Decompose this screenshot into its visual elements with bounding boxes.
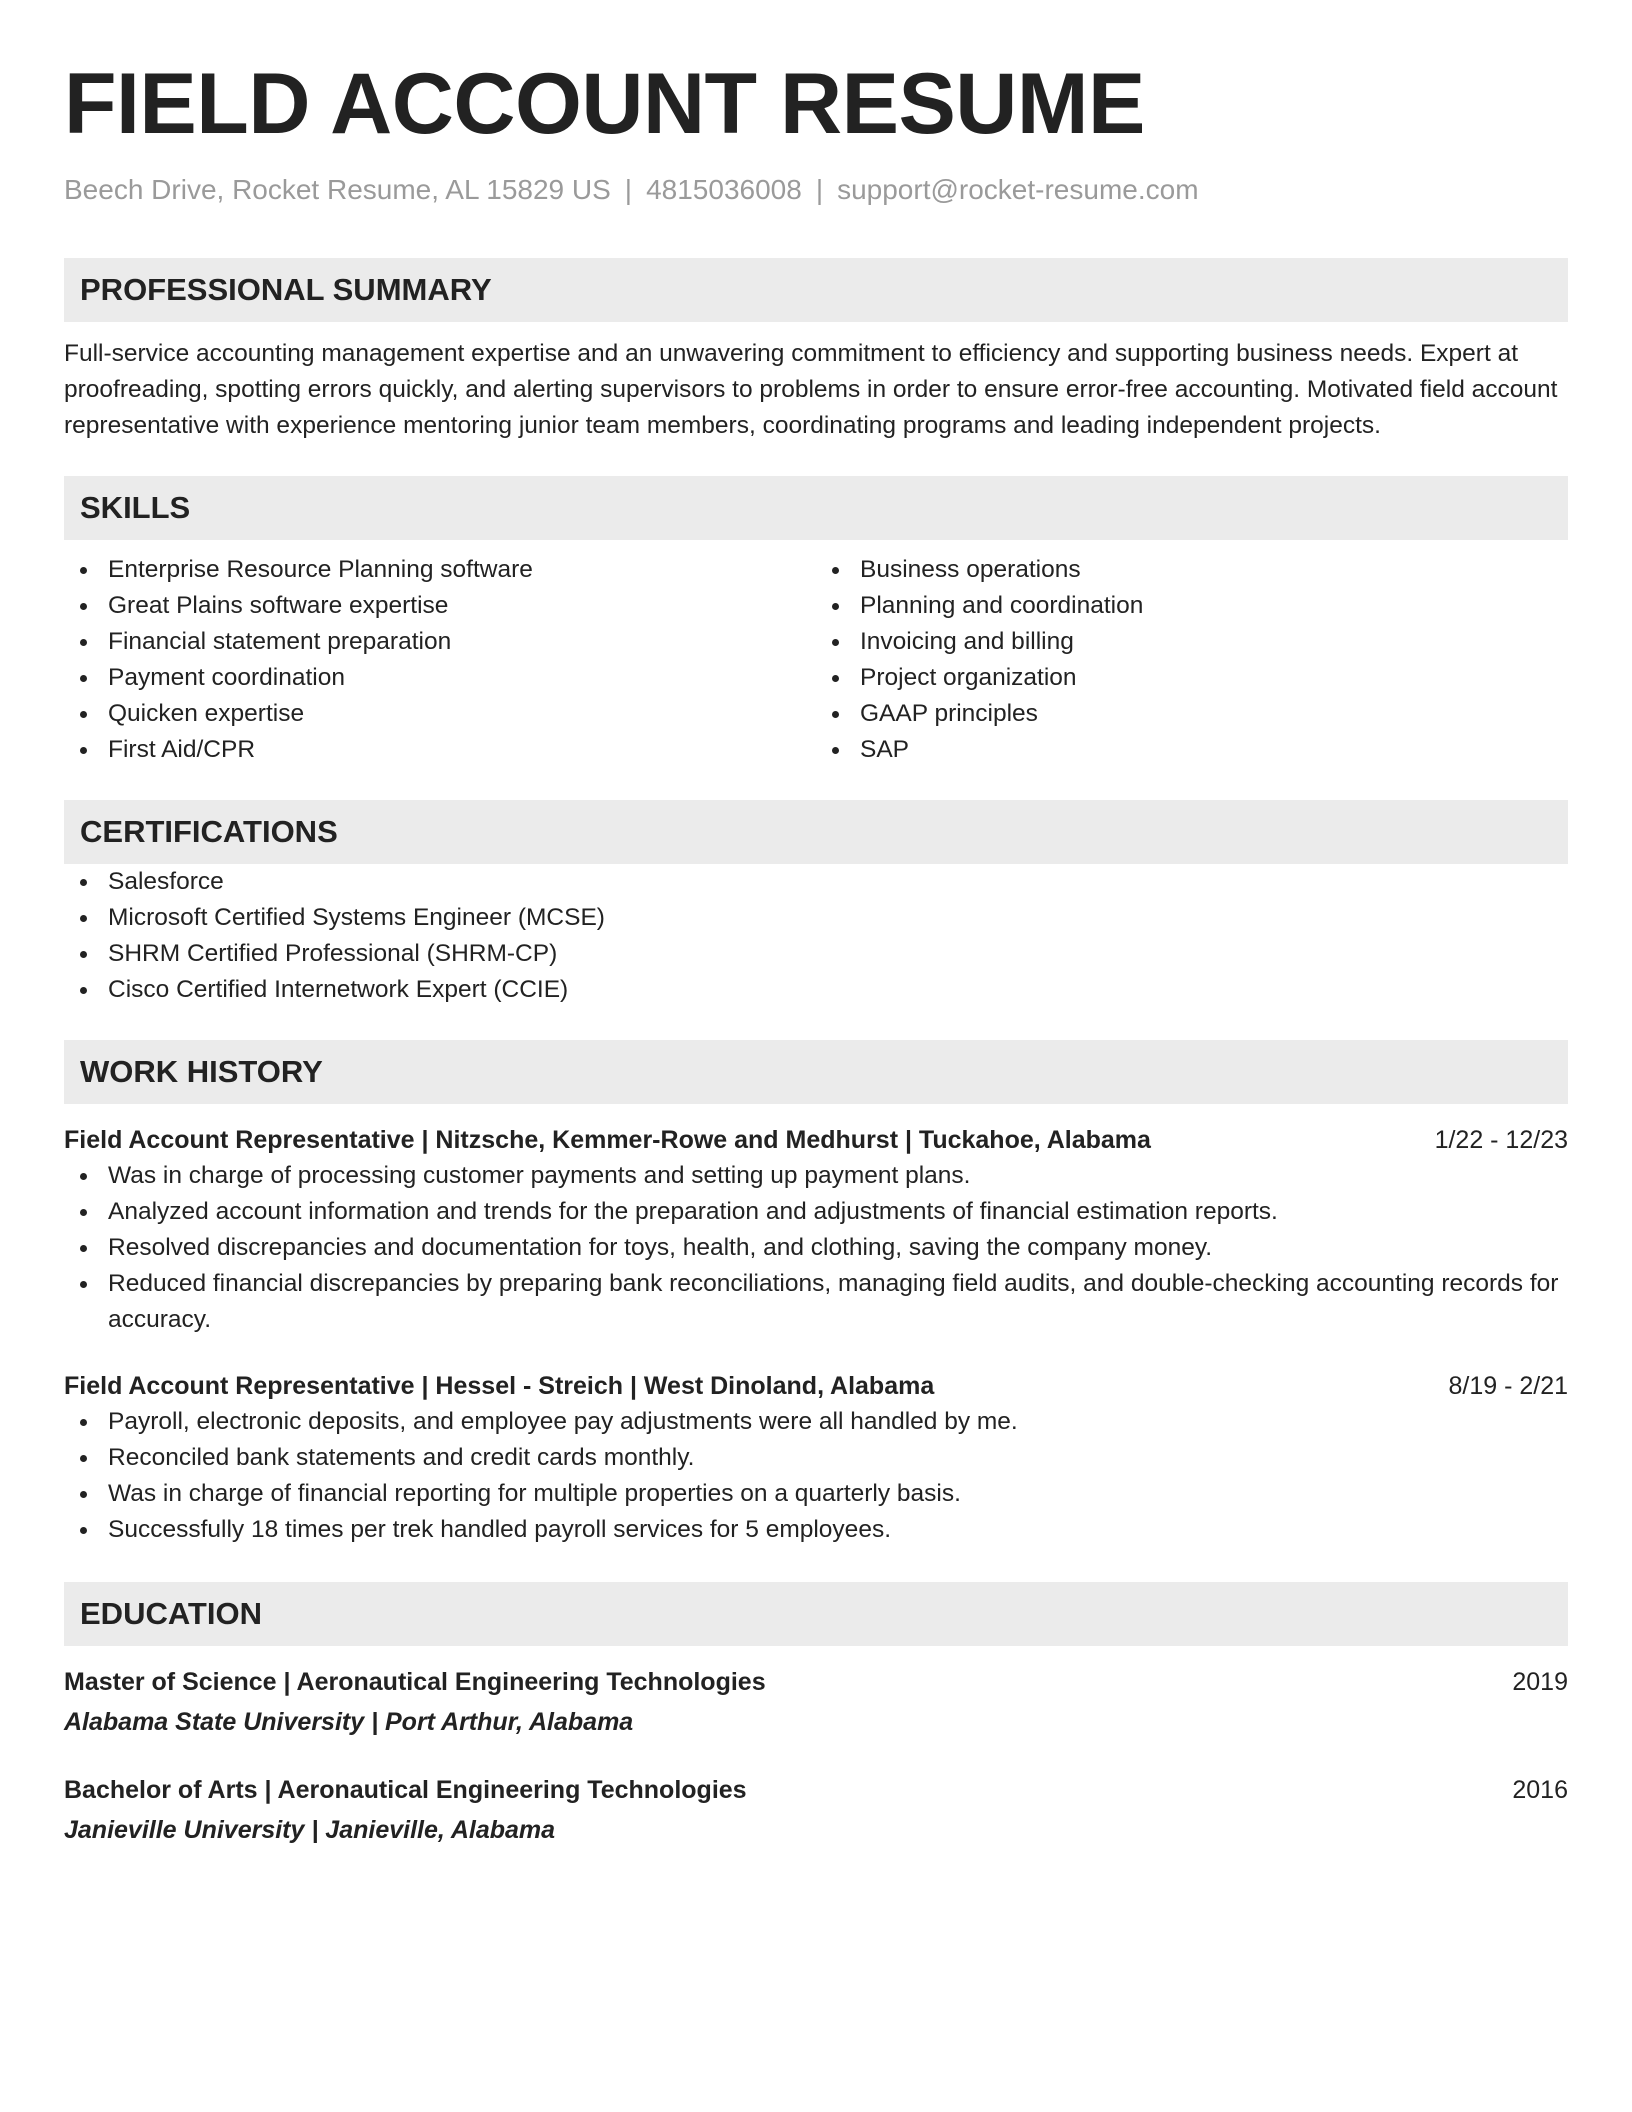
skill-item [816,588,1568,624]
job-bullet-text: Was in charge of processing customer payments and setting up payment plans. [108,1162,971,1189]
job-title: Field Account Representative | Hessel - Streich | West Dinoland, Alabama [64,1372,935,1400]
education-year: 2019 [1512,1668,1568,1696]
skills-columns [64,552,1568,768]
job-bullet [64,1512,1568,1548]
skill-item [64,552,816,588]
skill-label: Great Plains software expertise [108,592,449,619]
skill-label: First Aid/CPR [108,736,256,763]
job-bullet [64,1476,1568,1512]
certification-label: Cisco Certified Internetwork Expert (CCIE) [108,976,569,1003]
certification-label: SHRM Certified Professional (SHRM-CP) [108,940,558,967]
bullet-dot-icon [80,747,87,754]
contact-address: Beech Drive, Rocket Resume, AL 15829 US [64,174,611,205]
job-entry [64,1368,1568,1548]
job-dates: 8/19 - 2/21 [1448,1372,1568,1400]
skills-column-right [816,552,1568,768]
job-bullet-text: Was in charge of financial reporting for multiple properties on a quarterly basis. [108,1480,961,1507]
certification-item [64,936,1568,972]
contact-separator: | [624,174,633,205]
skills-list-left [64,552,816,768]
skill-label: Payment coordination [108,664,345,691]
education-year: 2016 [1512,1776,1568,1804]
skill-item [64,660,816,696]
job-bullet-text: Reduced financial discrepancies by preparing bank reconciliations, managing field audits, and double-checking accounting records for accuracy. [108,1270,1559,1333]
bullet-dot-icon [80,1173,87,1180]
section-header-education: EDUCATION [64,1582,1568,1646]
bullet-dot-icon [80,567,87,574]
bullet-dot-icon [80,951,87,958]
skill-label: Quicken expertise [108,700,305,727]
certification-label: Salesforce [108,868,224,895]
section-header-summary: PROFESSIONAL SUMMARY [64,258,1568,322]
bullet-dot-icon [832,567,839,574]
bullet-dot-icon [80,879,87,886]
bullet-dot-icon [80,711,87,718]
education-heading-line [64,1772,1568,1808]
bullet-dot-icon [80,603,87,610]
bullet-dot-icon [80,1527,87,1534]
education-heading-line [64,1664,1568,1700]
skill-item [64,732,816,768]
job-bullet [64,1230,1568,1266]
certifications-list [64,864,1568,1008]
job-bullet [64,1266,1568,1338]
job-bullet [64,1158,1568,1194]
bullet-dot-icon [80,1455,87,1462]
skill-item [816,696,1568,732]
skills-column-left [64,552,816,768]
bullet-dot-icon [80,639,87,646]
skill-item [816,660,1568,696]
section-header-work-history: WORK HISTORY [64,1040,1568,1104]
education-entry [64,1772,1568,1848]
skill-item [816,732,1568,768]
skill-label: Planning and coordination [860,592,1144,619]
bullet-dot-icon [80,1245,87,1252]
skill-label: Enterprise Resource Planning software [108,556,533,583]
skill-item [816,624,1568,660]
job-heading-line [64,1122,1568,1158]
education-degree: Bachelor of Arts | Aeronautical Engineering Technologies [64,1776,747,1804]
bullet-dot-icon [832,639,839,646]
bullet-dot-icon [832,711,839,718]
bullet-dot-icon [80,1209,87,1216]
section-header-certifications: CERTIFICATIONS [64,800,1568,864]
job-bullet-list [64,1158,1568,1338]
bullet-dot-icon [80,1281,87,1288]
job-bullet-text: Successfully 18 times per trek handled payroll services for 5 employees. [108,1516,891,1543]
job-bullet-text: Reconciled bank statements and credit cards monthly. [108,1444,695,1471]
resume-name: FIELD ACCOUNT RESUME [64,56,1145,152]
job-entry [64,1122,1568,1338]
bullet-dot-icon [832,603,839,610]
job-heading-line [64,1368,1568,1404]
bullet-dot-icon [80,1419,87,1426]
bullet-dot-icon [832,675,839,682]
contact-line [64,172,1568,208]
job-title: Field Account Representative | Nitzsche, Kemmer-Rowe and Medhurst | Tuckahoe, Alabama [64,1126,1151,1154]
education-degree: Master of Science | Aeronautical Engineering Technologies [64,1668,766,1696]
skill-item [816,552,1568,588]
skill-label: Financial statement preparation [108,628,452,655]
job-bullet-text: Resolved discrepancies and documentation for toys, health, and clothing, saving the company money. [108,1234,1213,1261]
job-bullet-text: Analyzed account information and trends for the preparation and adjustments of financial estimation reports. [108,1198,1278,1225]
skill-item [64,588,816,624]
education-school: Alabama State University | Port Arthur, Alabama [64,1708,634,1736]
certification-label: Microsoft Certified Systems Engineer (MCSE) [108,904,605,931]
job-bullet [64,1404,1568,1440]
education-school: Janieville University | Janieville, Alabama [64,1816,556,1844]
bullet-dot-icon [80,987,87,994]
skills-list-right [816,552,1568,768]
bullet-dot-icon [80,1491,87,1498]
job-dates: 1/22 - 12/23 [1434,1126,1568,1154]
certification-item [64,900,1568,936]
contact-phone: 4815036008 [646,174,802,205]
summary-text: Full-service accounting management expertise and an unwavering commitment to efficiency and supporting business needs. Expert at proofreading, spotting errors quickly, and alerting supervisors to problems in order to ensure error-free accounting. Motivated field account representative with experience mentoring junior team members, coordinating programs and leading independent projects. [64,340,1558,439]
bullet-dot-icon [80,915,87,922]
skill-item [64,696,816,732]
section-header-skills: SKILLS [64,476,1568,540]
skill-label: Invoicing and billing [860,628,1074,655]
education-entry [64,1664,1568,1740]
skill-item [64,624,816,660]
certification-item [64,864,1568,900]
skill-label: Project organization [860,664,1077,691]
bullet-dot-icon [832,747,839,754]
bullet-dot-icon [80,675,87,682]
contact-email: support@rocket-resume.com [837,174,1199,205]
job-bullet-text: Payroll, electronic deposits, and employee pay adjustments were all handled by me. [108,1408,1018,1435]
certification-item [64,972,1568,1008]
job-bullet [64,1440,1568,1476]
skill-label: GAAP principles [860,700,1038,727]
job-bullet [64,1194,1568,1230]
job-bullet-list [64,1404,1568,1548]
skill-label: Business operations [860,556,1081,583]
skill-label: SAP [860,736,910,763]
contact-separator: | [815,174,824,205]
